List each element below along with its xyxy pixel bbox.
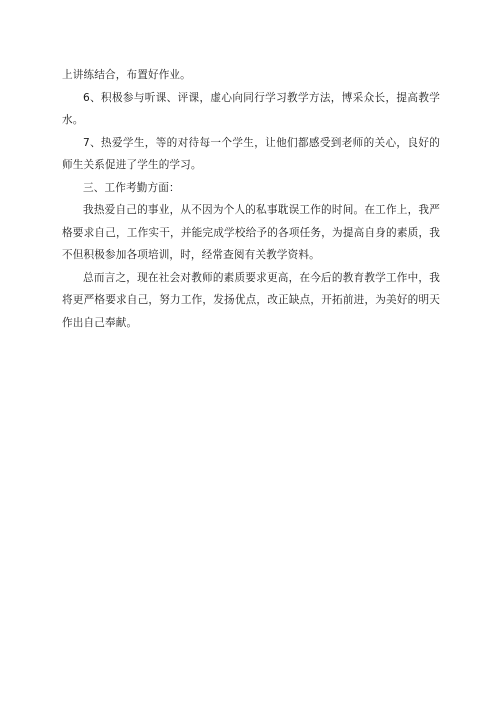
paragraph-item-6: 6、积极参与听课、评课，虚心向同行学习教学方法，博采众长，提高教学水。 — [62, 91, 440, 126]
paragraph-continuation: 上讲练结合，布置好作业。 — [62, 69, 191, 81]
document-body — [62, 64, 440, 334]
paragraph-conclusion: 总而言之，现在社会对教师的素质要求更高，在今后的教育教学工作中，我将更严格要求自己，努力工作，发扬优点，改正缺点，开拓前进，为美好的明天作出自己奉献。 — [62, 271, 440, 329]
paragraph-attendance: 我热爱自己的事业，从不因为个人的私事耽误工作的时间。在工作上，我严格要求自己，工作实干，并能完成学校给予的各项任务，为提高自身的素质，我不但积极参加各项培训，时，经常查阅有关教学资料。 — [62, 204, 440, 261]
paragraph-item-7: 7、热爱学生，等的对待每一个学生，让他们都感受到老师的关心，良好的师生关系促进了学生的学习。 — [62, 136, 440, 171]
section-heading-attendance: 三、工作考勤方面： — [83, 181, 180, 194]
